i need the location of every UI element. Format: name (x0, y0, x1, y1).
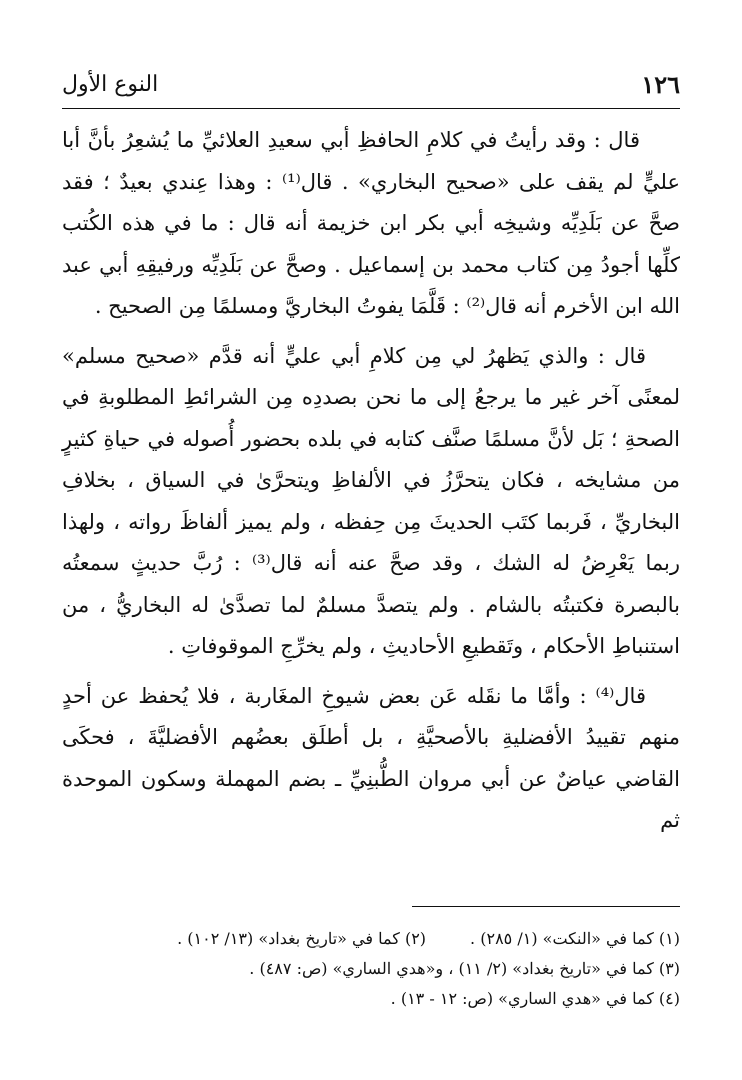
footnote-3: (٣) كما في «تاريخ بغداد» (٢/ ١١) ، و«هدي الساري» (ص: ٤٨٧) . (249, 959, 680, 978)
main-text (62, 120, 680, 850)
footnotes (62, 924, 680, 1014)
footnote-separator (412, 906, 680, 907)
paragraph-3: قال⁽⁴⁾ : وأمَّا ما نقَله عَن بعض شيوخِ المغَاربة ، فلا يُحفظ عن أحدٍ منهم تقييدُ الأفضليةِ بالأصحيَّةِ ، بل أطلَق بعضُهم الأفضليَّةَ ، فحكَى القاضي عياضٌ عن أبي مروان الطُّبنِيِّ ـ بضم المهملة وسكون الموحدة ثم (62, 683, 680, 832)
running-header (62, 60, 680, 109)
page-number: ١٢٦ (641, 69, 680, 99)
paragraph-2: قال : والذي يَظهرُ لي مِن كلامِ أبي عليٍّ أنه قدَّم «صحيح مسلم» لمعنًى آخر غير ما يرجعُ إلى ما نحن بصددِه مِن الشرائطِ المطلوبةِ في الصحةِ ؛ بَل لأنَّ مسلمًا صنَّف كتابه في بلده بحضور أُصوله في حياةِ كثيرٍ من مشايخه ، فكان يتحرَّزُ في الألفاظِ ويتحرَّىٰ في السياق ، بخلافِ البخاريِّ ، فَربما كتَب الحديثَ مِن حِفظه ، ولم يميز ألفاظَ رواته ، ولهذا ربما يَعْرِضُ له الشك ، وقد صحَّ عنه أنه قال⁽³⁾ : رُبَّ حديثٍ سمعتُه بالبصرة فكتبتُه بالشام . ولم يتصدَّ مسلمٌ لما تصدَّىٰ له البخاريُّ ، من استنباطِ الأحكام ، وتَقطيعِ الأحاديثِ ، ولم يخرِّجِ الموقوفاتِ . (62, 343, 680, 658)
footnote-4: (٤) كما في «هدي الساري» (ص: ١٢ - ١٣) . (390, 989, 680, 1008)
footnote-1: (١) كما في «النكت» (١/ ٢٨٥) . (470, 929, 680, 948)
paragraph-1: قال : وقد رأيتُ في كلامِ الحافظِ أبي سعيدِ العلائيِّ ما يُشعِرُ بأنَّ أبا عليٍّ لم يقف على «صحيح البخاري» . قال⁽¹⁾ : وهذا عِندي بعيدٌ ؛ فقد صحَّ عن بَلَدِيِّه وشيخِه أبي بكر ابن خزيمة أنه قال : ما في هذه الكُتب كلِّها أجودُ مِن كتاب محمد بن إسماعيل . وصحَّ عن بَلَدِيِّه ورفيقِهِ أبي عبد الله ابن الأخرم أنه قال⁽²⁾ : قَلَّمَا يفوتُ البخاريَّ ومسلمًا مِن الصحيح . (62, 128, 680, 318)
footnote-2: (٢) كما في «تاريخ بغداد» (١٣/ ١٠٢) . (177, 929, 427, 948)
footnote-row (62, 924, 680, 954)
chapter-title: النوع الأول (62, 71, 159, 97)
